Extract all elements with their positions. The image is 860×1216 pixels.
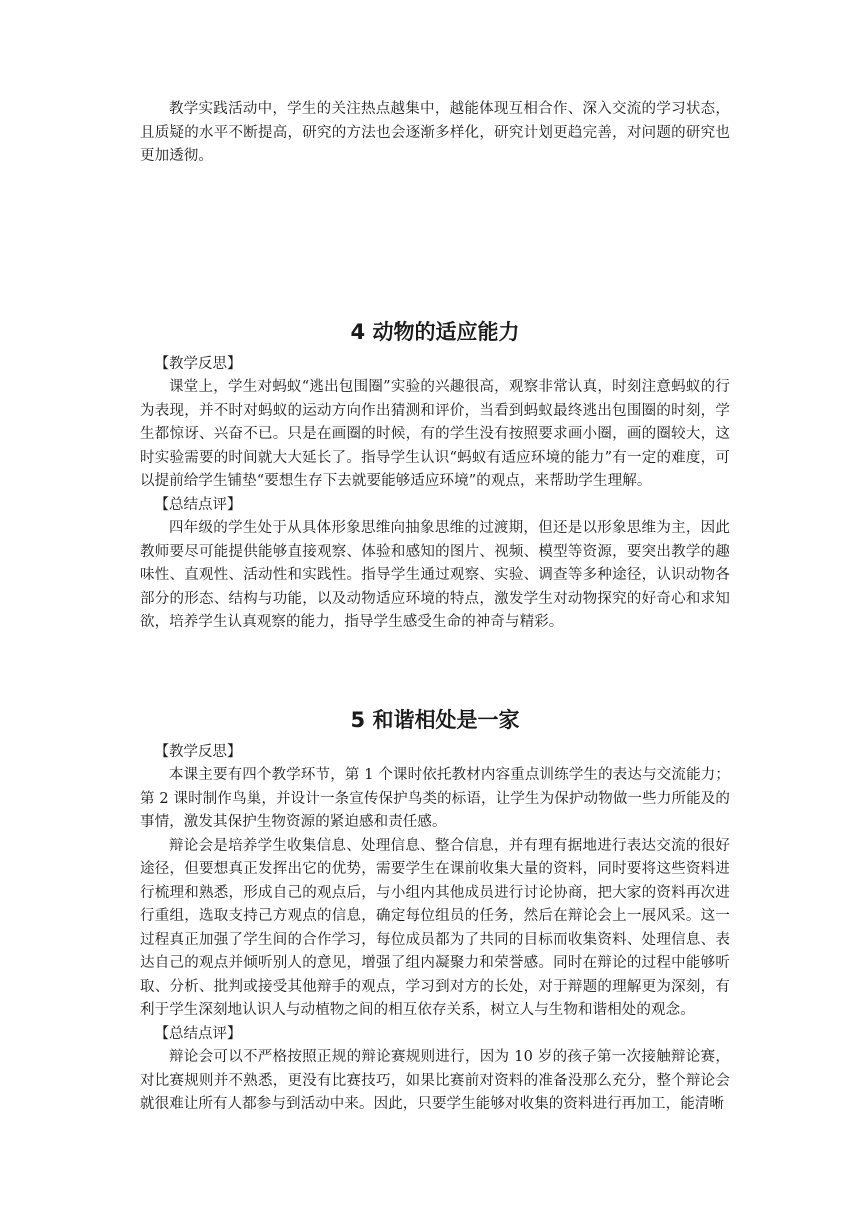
lesson4-summary-paragraph: 四年级的学生处于从具体形象思维向抽象思维的过渡期，但还是以形象思维为主，因此教师要尽可能提供能够直接观察、体验和感知的图片、视频、模型等资源，要突出教学的趣味性、直观性、活动性和实践性。指导学生通过观察、实验、调查等多种途径，认识动物各部分的形态、结构与功能，以及动物适应环境的特点，激发学生对动物探究的好奇心和求知欲，培养学生认真观察的能力，指导学生感受生命的神奇与精彩。 — [140, 520, 730, 630]
lesson4-reflection-paragraph: 课堂上，学生对蚂蚁“逃出包围圈”实验的兴趣很高，观察非常认真，时刻注意蚂蚁的行为表现，并不时对蚂蚁的运动方向作出猜测和评价，当看到蚂蚁最终逃出包围圈的时刻，学生都惊讶、兴奋不已。只是在画圈的时候，有的学生没有按照要求画小圈，画的圈较大，这时实验需要的时间就大大延长了。指导学生认识“蚂蚁有适应环境的能力”有一定的难度，可以提前给学生铺垫“要想生存下去就要能够适应环境”的观点，来帮助学生理解。 — [140, 379, 730, 489]
lesson5-reflection-paragraph-1: 本课主要有四个教学环节，第 1 个课时依托教材内容重点训练学生的表达与交流能力；第 2 课时制作鸟巢，并设计一条宣传保护鸟类的标语，让学生为保护动物做一些力所能及的事情，激发其保护生物资源的紧迫感和责任感。 — [140, 767, 730, 830]
lesson4-title: 4 动物的适应能力 — [350, 319, 520, 344]
intro-paragraph: 教学实践活动中，学生的关注热点越集中，越能体现互相合作、深入交流的学习状态，且质疑的水平不断提高，研究的方法也会逐渐多样化，研究计划更趋完善，对问题的研究也更加透彻。 — [140, 101, 730, 164]
lesson5-summary-heading: 【总结点评】 — [154, 1025, 242, 1042]
lesson5-summary-paragraph: 辩论会可以不严格按照正规的辩论赛规则进行，因为 10 岁的孩子第一次接触辩论赛，对比赛规则并不熟悉，更没有比赛技巧，如果比赛前对资料的准备没那么充分，整个辩论会就很难让所有人都参与到活动中来。因此，只要学生能够对收集的资料进行再加工，能清晰 — [140, 1049, 730, 1112]
lesson5-reflection-heading: 【教学反思】 — [154, 743, 242, 760]
document-page — [140, 98, 730, 1117]
lesson4-summary-heading: 【总结点评】 — [154, 496, 242, 513]
lesson4-reflection-heading: 【教学反思】 — [154, 355, 242, 372]
lesson5-title: 5 和谐相处是一家 — [350, 707, 520, 732]
lesson5-reflection-paragraph-2: 辩论会是培养学生收集信息、处理信息、整合信息，并有理有据地进行表达交流的很好途径，但要想真正发挥出它的优势，需要学生在课前收集大量的资料，同时要将这些资料进行梳理和熟悉，形成自己的观点后，与小组内其他成员进行讨论协商，把大家的资料再次进行重组，选取支持己方观点的信息，确定每位组员的任务，然后在辩论会上一展风采。这一过程真正加强了学生间的合作学习，每位成员都为了共同的目标而收集资料、处理信息、表达自己的观点并倾听别人的意见，增强了组内凝聚力和荣誉感。同时在辩论的过程中能够听取、分析、批判或接受其他辩手的观点，学习到对方的长处，对于辩题的理解更为深刻，有利于学生深刻地认识人与动植物之间的相互依存关系，树立人与生物和谐相处的观念。 — [140, 837, 730, 1018]
